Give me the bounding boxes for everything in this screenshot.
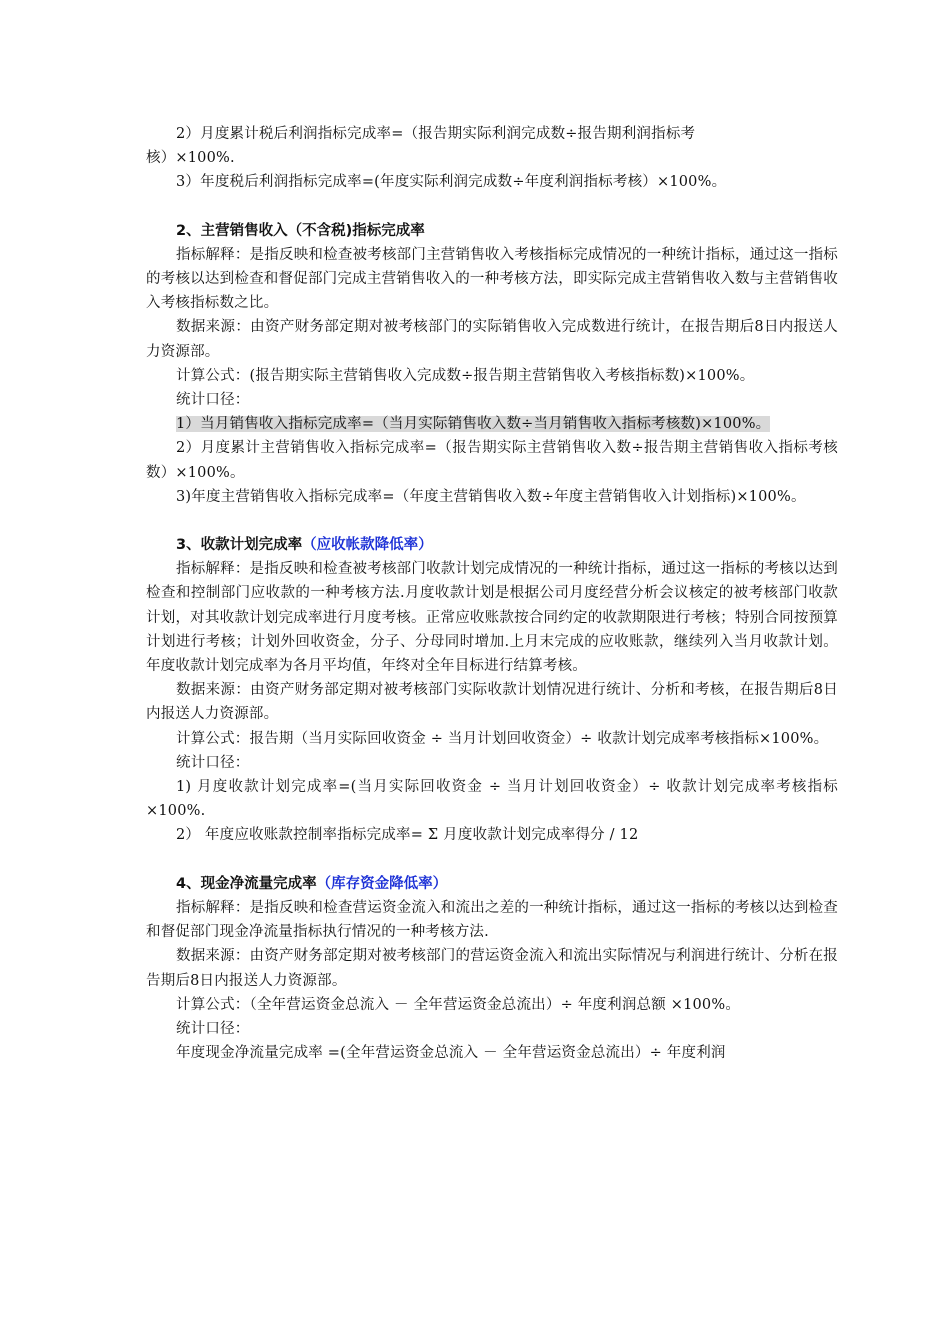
sec3-heading-text: 3、收款计划完成率 [176,537,303,554]
sec3-heading-note: （应收帐款降低率） [302,537,433,554]
sec4-heading-text: 4、现金净流量完成率 [176,875,317,892]
sec3-explain: 指标解释：是指反映和检查被考核部门收款计划完成情况的一种统计指标，通过这一指标的考核以达到检查和控制部门应收款的一种考核方法.月度收款计划是根据公司月度经营分析会议核定的被考核部门收款计划，对其收款计划完成率进行月度考核。正常应收账款按合同约定的收款期限进行考核；特别合同按预算计划进行考核；计划外回收资金，分子、分母同时增加.上月末完成的应收账款，继续列入当月收款计划。年度收款计划完成率为各月平均值，年终对全年目标进行结算考核。 [146,561,838,675]
sec2-heading: 2、主营销售收入（不含税)指标完成率 [176,222,425,239]
document-page [146,122,838,1065]
sec3-source: 数据来源：由资产财务部定期对被考核部门实际收款计划情况进行统计、分析和考核，在报告期后8日内报送人力资源部。 [146,682,838,723]
sec2-caliber-label: 统计口径： [176,392,250,409]
sec2-formula: 计算公式：(报告期实际主营销售收入完成数÷报告期主营销售收入考核指标数)×100%。 [176,367,755,384]
sec2-item3: 3)年度主营销售收入指标完成率=（年度主营销售收入数÷年度主营销售收入计划指标)×100%。 [176,488,806,505]
sec4-heading-note: （库存资金降低率） [316,875,448,892]
sec2-item1-highlight: 1）当月销售收入指标完成率=（当月实际销售收入数÷当月销售收入指标考核数)×100%。 [176,416,771,433]
sec4-formula: 计算公式：（全年营运资金总流入 － 全年营运资金总流出）÷ 年度利润总额 ×100%。 [176,996,741,1013]
sec1-item3: 3）年度税后利润指标完成率=(年度实际利润完成数÷年度利润指标考核）×100%。 [176,174,727,191]
sec3-formula: 计算公式：报告期（当月实际回收资金 ÷ 当月计划回收资金）÷ 收款计划完成率考核指标×100%。 [176,730,829,747]
sec2-explain: 指标解释：是指反映和检查被考核部门主营销售收入考核指标完成情况的一种统计指标，通过这一指标的考核以达到检查和督促部门完成主营销售收入的一种考核方法，即实际完成主营销售收入数与主营销售收入考核指标数之比。 [146,246,838,312]
sec1-item2-line1: 2）月度累计税后利润指标完成率=（报告期实际利润完成数÷报告期利润指标考 [176,126,696,142]
sec4-caliber-label: 统计口径： [176,1020,250,1037]
sec4-heading [146,872,838,896]
sec2-source: 数据来源：由资产财务部定期对被考核部门的实际销售收入完成数进行统计，在报告期后8日内报送人力资源部。 [146,319,838,360]
sec3-heading [146,533,838,557]
sec4-source: 数据来源：由资产财务部定期对被考核部门的营运资金流入和流出实际情况与利润进行统计、分析在报告期后8日内报送人力资源部。 [146,948,838,989]
sec4-item1: 年度现金净流量完成率 =(全年营运资金总流入 － 全年营运资金总流出）÷ 年度利润 [176,1045,726,1062]
sec4-explain: 指标解释：是指反映和检查营运资金流入和流出之差的一种统计指标，通过这一指标的考核以达到检查和督促部门现金净流量指标执行情况的一种考核方法. [146,899,838,941]
sec3-caliber-label: 统计口径： [176,754,250,771]
sec2-item2: 2）月度累计主营销售收入指标完成率=（报告期实际主营销售收入数÷报告期主营销售收入指标考核数）×100%。 [146,440,838,481]
sec1-item2-line2: 核）×100%. [146,150,235,167]
sec3-item2: 2） 年度应收账款控制率指标完成率= Σ 月度收款计划完成率得分 / 12 [176,827,639,844]
sec2-item1 [146,412,838,436]
sec3-item1: 1) 月度收款计划完成率=(当月实际回收资金 ÷ 当月计划回收资金）÷ 收款计划完成率考核指标×100%. [146,779,838,820]
